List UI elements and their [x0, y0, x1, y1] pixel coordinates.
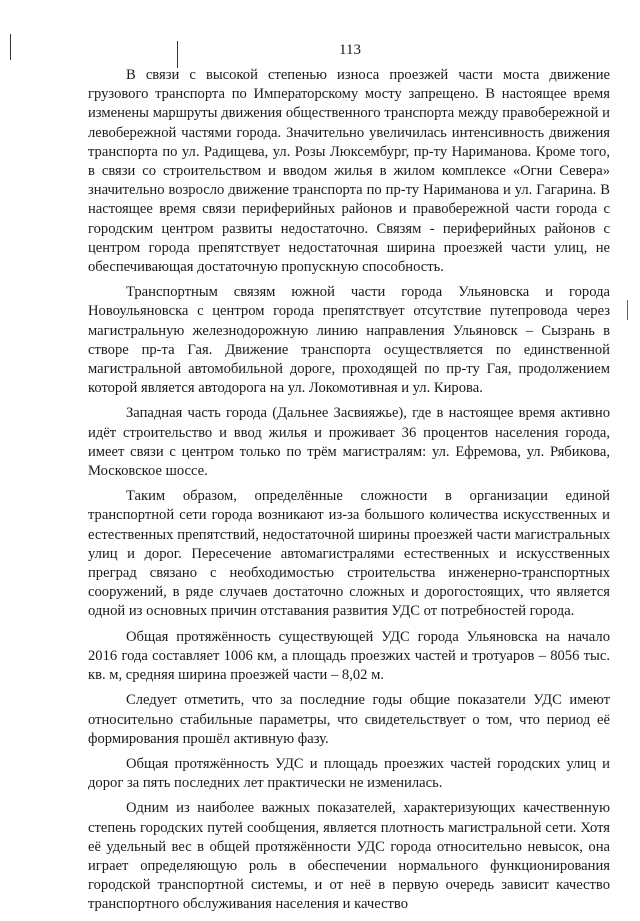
paragraph: Следует отметить, что за последние годы общие показатели УДС имеют относительно стабильные параметры, что свидетельствует о том, что период её формирования прошёл активную фазу.: [88, 692, 610, 747]
paragraph: Общая протяжённость существующей УДС города Ульяновска на начало 2016 года составляет 1006 км, а площадь проезжих частей и тротуаров – 8056 тыс. кв. м, средняя ширина проезжей части – 8,02 м.: [88, 628, 610, 684]
page-number: 113: [339, 42, 361, 58]
paragraph: Общая протяжённость УДС и площадь проезжих частей городских улиц и дорог за пять последних лет практически не изменилась.: [88, 755, 610, 792]
paragraph: Западная часть города (Дальнее Засвияжье), где в настоящее время активно идёт строительство и ввод жилья и проживает 36 процентов населения города, имеет связи с центром только по трём магистралям: ул. Ефремова, ул. Рябикова, Московское шоссе.: [88, 405, 610, 480]
document-body: [88, 66, 610, 921]
paragraph: Одним из наиболее важных показателей, характеризующих качественную степень городских путей сообщения, является плотность магистральной сети. Хотя её удельный вес в общей протяжённости УДС города относительно невысок, она играет определяющую роль в обеспечении нормального функционирования городской транспортной системы, и от неё в первую очередь зависит качество транспортного обслуживания населения и качество: [88, 800, 610, 913]
paragraph: Транспортным связям южной части города Ульяновска и города Новоульяновска с центром города препятствует отсутствие путепровода через магистральную железнодорожную линию направления Ульяновск – Сызрань в створе пр-та Гая. Движение транспорта осуществляется по единственной магистральной автомобильной дороге, проходящей по пр-ту Гая, продолжением которой является автодорога на ул. Локомотивная и ул. Кирова.: [88, 284, 610, 397]
paragraph: В связи с высокой степенью износа проезжей части моста движение грузового транспорта по Императорскому мосту запрещено. В настоящее время изменены маршруты движения общественного транспорта между правобережной и левобережной частями города. Значительно увеличилась интенсивность движения транспорта по ул. Радищева, ул. Розы Люксембург, пр-ту Нариманова. Кроме того, в связи со строительством и вводом жилья в жилом комплексе «Огни Севера» значительно возросло движение транспорта по пр-ту Нариманова и ул. Гагарина. В настоящее время связи периферийных районов и правобережной части города с городским центром развиты недостаточно. Связям - периферийных районов с центром города препятствует недостаточная ширина проезжей части улиц, не обеспечивающая достаточную пропускную способность.: [88, 67, 610, 276]
scan-mark: [627, 300, 628, 320]
paragraph: Таким образом, определённые сложности в организации единой транспортной сети города возникают из-за большого количества искусственных и естественных препятствий, недостаточной ширины проезжей части магистральных улиц и дорог. Пересечение автомагистралями естественных и искусственных преград связано с необходимостью строительства инженерно-транспортных сооружений, в ряде случаев достаточно сложных и дорогостоящих, что является одной из основных причин отставания развития УДС от потребностей города.: [88, 488, 610, 620]
